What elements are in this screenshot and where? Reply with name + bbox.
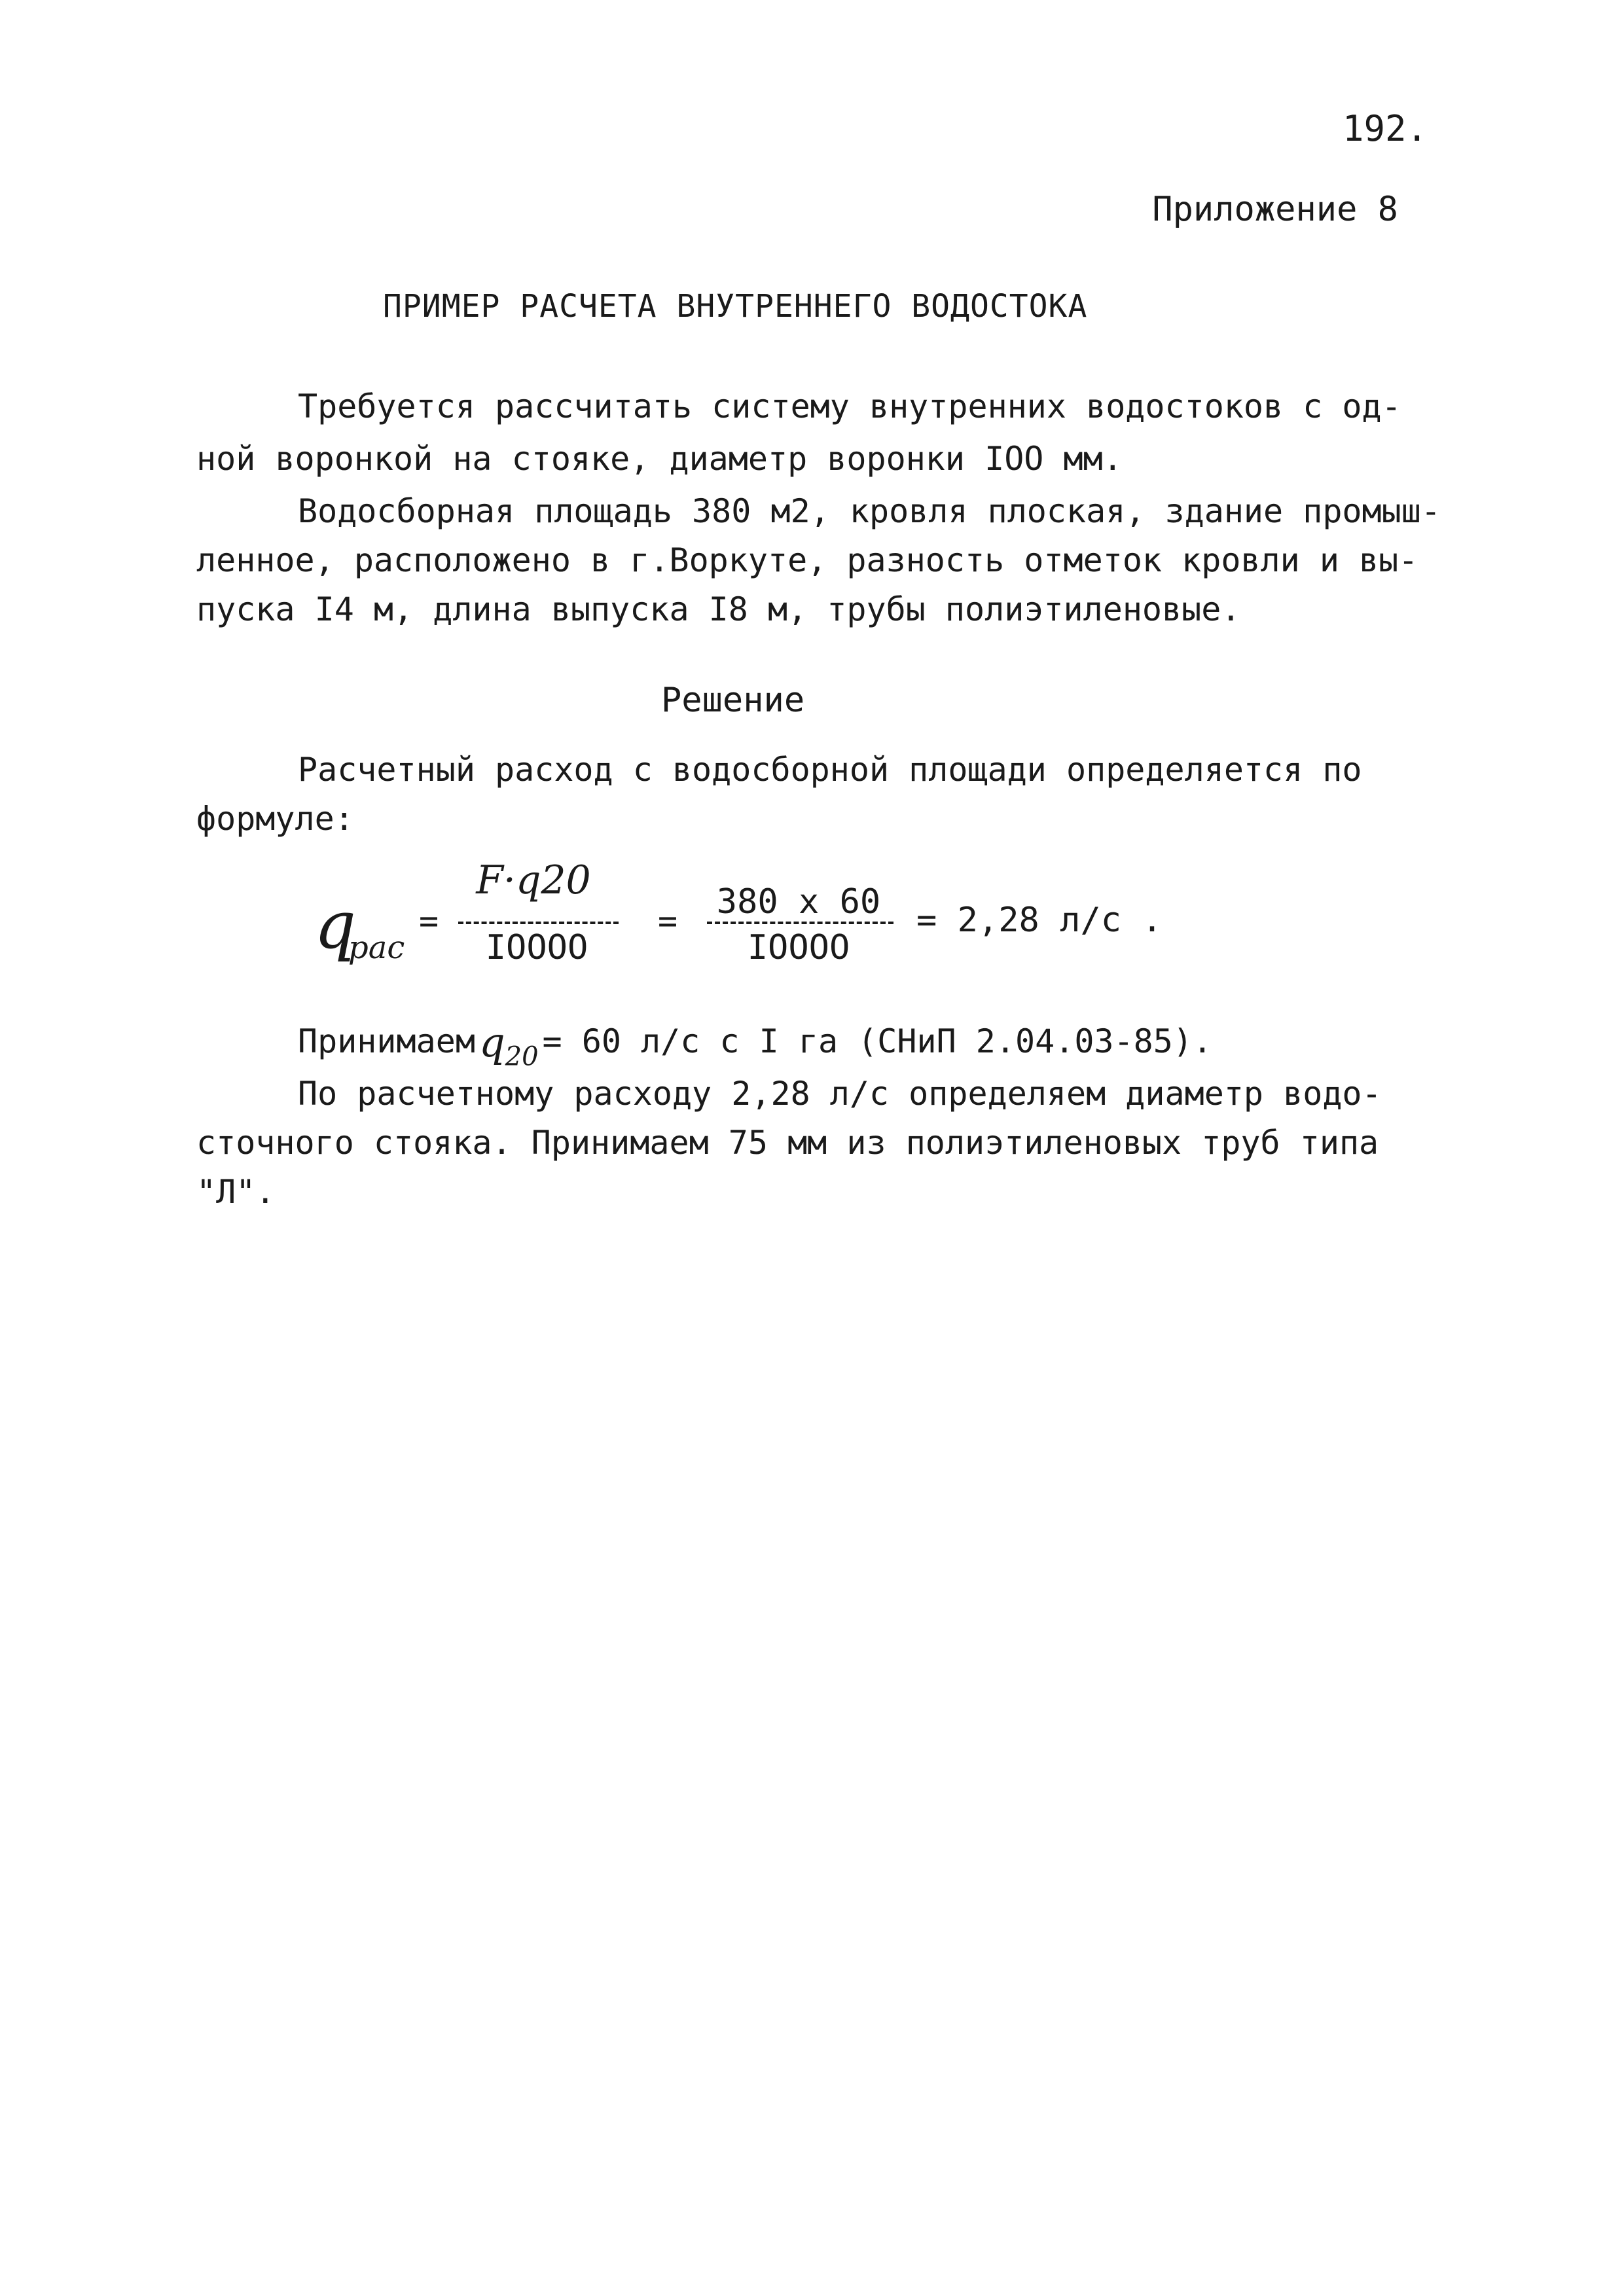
paragraph-1-line-1: Требуется рассчитать систему внутренних водостоков с од- — [298, 387, 1401, 425]
q20-symbol-letter: q — [478, 1018, 505, 1066]
paragraph-5-line-3: "Л". — [196, 1173, 276, 1211]
formula-fraction-bar-2 — [707, 922, 893, 924]
paragraph-2-line-2: ленное, расположено в г.Воркуте, разность отметок кровли и вы- — [196, 541, 1418, 579]
formula-equals-2: = — [658, 902, 678, 940]
paragraph-2-line-3: пуска I4 м, длина выпуска I8 м, трубы полиэтиленовые. — [196, 590, 1241, 628]
paragraph-1-line-2: ной воронкой на стояке, диаметр воронки IOO мм. — [196, 440, 1123, 478]
paragraph-5-line-1: По расчетному расходу 2,28 л/с определяем диаметр водо- — [298, 1075, 1382, 1113]
paragraph-4-prefix: Принимаем — [298, 1022, 475, 1060]
formula-denominator-1: IOOOO — [485, 928, 588, 967]
paragraph-3-line-2: формуле: — [196, 800, 354, 838]
formula-fraction-bar-1 — [458, 922, 619, 924]
formula-denominator-2: IOOOO — [747, 928, 850, 967]
formula-lhs-symbol: q — [314, 887, 357, 963]
flow-rate-formula — [314, 857, 1231, 982]
appendix-label: Приложение 8 — [1152, 190, 1398, 229]
paragraph-3-line-1: Расчетный расход с водосборной площади определяется по — [298, 751, 1362, 789]
paragraph-5-line-2: сточного стояка. Принимаем 75 мм из полиэтиленовых труб типа — [196, 1124, 1379, 1162]
q20-subscript: 20 — [505, 1041, 539, 1072]
formula-lhs-subscript: рас — [348, 929, 405, 966]
formula-result: = 2,28 л/с . — [916, 901, 1163, 940]
page-number: 192. — [1342, 108, 1428, 149]
formula-equals-1: = — [419, 902, 439, 940]
paragraph-2-line-1: Водосборная площадь 380 м2, кровля плоская, здание промыш- — [298, 492, 1441, 530]
formula-numerator-1: F·q20 — [476, 857, 591, 903]
paragraph-4-suffix: = 60 л/с с I га (СНиП 2.04.03-85). — [542, 1022, 1213, 1060]
document-title: ПРИМЕР РАСЧЕТА ВНУТРЕННЕГО ВОДОСТОКА — [383, 288, 1088, 325]
solution-heading: Решение — [661, 681, 805, 720]
formula-numerator-2: 380 x 60 — [716, 882, 881, 922]
